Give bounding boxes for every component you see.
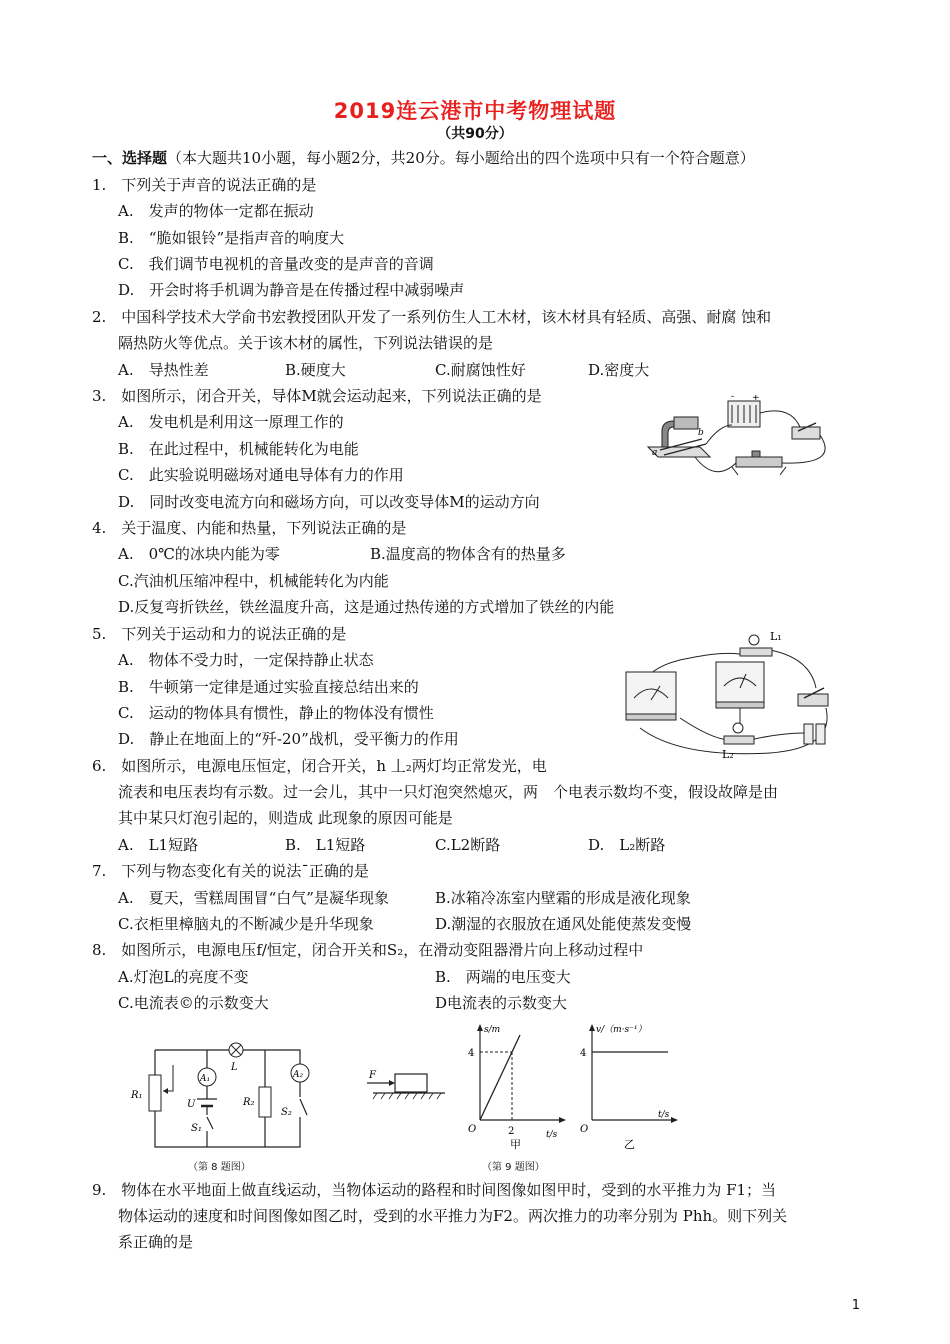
q9-stem: 9. 物体在水平地面上做直线运动，当物体运动的路程和时间图像如图甲时，受到的水平推力为 F1；当 <box>92 1181 777 1199</box>
q2-option-d: D.密度大 <box>588 361 650 379</box>
y-axis-label: v/（m·s⁻¹） <box>596 1025 647 1035</box>
q7-stem: 7. 下列与物态变化有关的说法ˉ正确的是 <box>92 862 369 880</box>
q2-stem: 2. 中国科学技术大学俞书宏教授团队开发了一系列仿生人工木材，该木材具有轻质、高强、耐腐 蚀和 <box>92 308 772 326</box>
q6-option-a: A. L1短路 <box>118 836 199 854</box>
label-a2: A₂ <box>293 1070 304 1080</box>
q4-stem: 4. 关于温度、内能和热量，下列说法正确的是 <box>92 519 407 537</box>
origin-label: O <box>580 1124 589 1135</box>
label-b: b <box>698 428 704 438</box>
label-l2: L₂ <box>722 748 734 761</box>
q8-option-b: B. 两端的电压变大 <box>435 968 571 986</box>
q1-stem: 1. 下列关于声音的说法正确的是 <box>92 176 317 194</box>
q5-option-c: C. 运动的物体具有惯性，静止的物体没有惯性 <box>118 704 434 722</box>
origin-label: O <box>468 1124 477 1135</box>
y-tick-label: 4 <box>468 1048 475 1059</box>
chart-jia-label: 甲 <box>510 1138 521 1150</box>
q9-block-figure <box>365 1062 450 1112</box>
label-u: U <box>187 1099 196 1110</box>
q3-option-d: D. 同时改变电流方向和磁场方向，可以改变导体M的运动方向 <box>118 493 540 511</box>
q3-figure <box>640 395 860 490</box>
q2-option-b: B.硬度大 <box>285 361 346 379</box>
fig8-caption: （第 8 题图） <box>188 1162 251 1173</box>
y-axis-label: s/m <box>484 1025 501 1035</box>
lamp-l2-base <box>724 736 754 744</box>
section-note: （本大题共10小题，每小题2分，共20分。每小题给出的四个选项中只有一个符合题意） <box>167 149 755 167</box>
q1-option-c: C. 我们调节电视机的音量改变的是声音的音调 <box>118 255 434 273</box>
x-axis-label: t/s <box>546 1130 558 1140</box>
q6-option-c: C.L2断路 <box>435 836 501 854</box>
q8-option-d: D电流表的示数变大 <box>435 994 568 1012</box>
rheostat-r1 <box>149 1075 161 1111</box>
q4-option-c: C.汽油机压缩冲程中，机械能转化为内能 <box>118 572 389 590</box>
q3-stem: 3. 如图所示，闭合开关，导体M就会运动起来，下列说法正确的是 <box>92 387 542 405</box>
label-s2: S₂ <box>281 1107 292 1118</box>
battery-plus: + <box>752 395 760 403</box>
q4-option-a: A. 0℃的冰块内能为零 <box>118 545 280 563</box>
magnet-pole <box>674 417 698 429</box>
label-l1: L₁ <box>770 630 782 643</box>
q6-option-d: D. L₂断路 <box>588 836 666 854</box>
section-heading-line <box>92 148 755 168</box>
section-heading: 一、选择题 <box>92 149 168 167</box>
lamp-l1 <box>749 635 759 645</box>
q8-option-c: C.电流表©的示数变大 <box>118 994 269 1012</box>
battery-cell-1 <box>804 724 813 744</box>
resistor-r2 <box>259 1087 271 1117</box>
q7-option-d: D.潮湿的衣服放在通风处能使蒸发变慢 <box>435 915 692 933</box>
block <box>395 1074 427 1092</box>
q9-stem-cont2: 系正确的是 <box>118 1233 194 1251</box>
q8-option-a: A.灯泡L的亮度不变 <box>118 968 249 986</box>
switch <box>798 694 828 706</box>
battery-minus: - <box>731 395 735 402</box>
q8-circuit-figure <box>125 1035 335 1155</box>
battery-cell-2 <box>816 724 825 744</box>
q2-stem-cont: 隔热防火等优点。关于该木材的属性，下列说法错误的是 <box>118 334 494 352</box>
q7-option-a: A. 夏天，雪糕周围冒“白气”是凝华现象 <box>118 889 389 907</box>
fig9-caption: （第 9 题图） <box>482 1162 545 1173</box>
q3-option-a: A. 发电机是利用这一原理工作的 <box>118 413 344 431</box>
lamp-l2 <box>733 723 743 733</box>
q4-option-b: B.温度高的物体含有的热量多 <box>370 545 566 563</box>
chart-v-t <box>572 1020 682 1150</box>
label-a: a <box>652 448 658 458</box>
q1-option-b: B. “脆如银铃”是指声音的响度大 <box>118 229 345 247</box>
label-r2: R₂ <box>243 1097 255 1108</box>
q1-option-a: A. 发声的物体一定都在振动 <box>118 202 314 220</box>
ammeter <box>626 672 676 714</box>
q1-option-d: D. 开会时将手机调为静音是在传播过程中减弱噪声 <box>118 281 465 299</box>
q5-option-a: A. 物体不受力时，一定保持静止状态 <box>118 651 374 669</box>
q3-option-c: C. 此实验说明磁场对通电导体有力的作用 <box>118 466 404 484</box>
label-a1: A₁ <box>200 1074 211 1084</box>
y-tick-label: 4 <box>580 1048 587 1059</box>
x-tick-label: 2 <box>508 1126 515 1137</box>
q9-stem-cont: 物体运动的速度和时间图像如图乙时，受到的水平推力为F2。两次推力的功率分别为 Phh。则下列关 <box>118 1207 788 1225</box>
label-s1: S₁ <box>191 1123 202 1134</box>
chart-yi-label: 乙 <box>624 1138 635 1150</box>
rheostat <box>736 457 782 467</box>
q2-option-a: A. 导热性差 <box>118 361 209 379</box>
switch <box>792 427 820 439</box>
q2-option-c: C.耐腐蚀性好 <box>435 361 526 379</box>
q6-stem-cont: 流表和电压表均有示数。过一会儿，其中一只灯泡突然熄灭，两 个电表示数均不变，假设故障是由 <box>118 783 779 801</box>
q8-stem: 8. 如图所示，电源电压f/恒定，闭合开关和S₂，在滑动变阻器滑片向上移动过程中 <box>92 941 644 959</box>
page-subtitle: （共90分） <box>437 126 513 142</box>
q6-stem: 6. 如图所示，电源电压恒定，闭合开关，h 丄₂两灯均正常发光，电 <box>92 757 547 775</box>
chart-s-t <box>460 1020 570 1150</box>
q5-option-d: D. 静止在地面上的“歼-20”战机，受平衡力的作用 <box>118 730 459 748</box>
q5-stem: 5. 下列关于运动和力的说法正确的是 <box>92 625 347 643</box>
q6-figure <box>620 628 840 763</box>
q4-option-d: D.反复弯折铁丝，铁丝温度升高，这是通过热传递的方式增加了铁丝的内能 <box>118 598 615 616</box>
q7-option-b: B.冰箱冷冻室内壁霜的形成是液化现象 <box>435 889 691 907</box>
page-title: 2019连云港市中考物理试题 <box>333 99 617 123</box>
q6-stem-cont2: 其中某只灯泡引起的，则造成 此现象的原因可能是 <box>118 809 453 827</box>
label-r1: R₁ <box>131 1090 143 1101</box>
x-axis-label: t/s <box>658 1110 670 1120</box>
voltmeter <box>716 662 764 702</box>
q6-option-b: B. L1短路 <box>285 836 366 854</box>
lamp-l1-base <box>740 648 772 656</box>
label-l: L <box>231 1062 238 1073</box>
q7-option-c: C.衣柜里樟脑丸的不断减少是升华现象 <box>118 915 374 933</box>
label-force: F <box>369 1070 376 1081</box>
q3-option-b: B. 在此过程中，机械能转化为电能 <box>118 440 359 458</box>
series-line-s-t <box>480 1035 520 1120</box>
page-number: 1 <box>851 1298 860 1313</box>
q5-option-b: B. 牛顿第一定律是通过实验直接总结出来的 <box>118 678 419 696</box>
